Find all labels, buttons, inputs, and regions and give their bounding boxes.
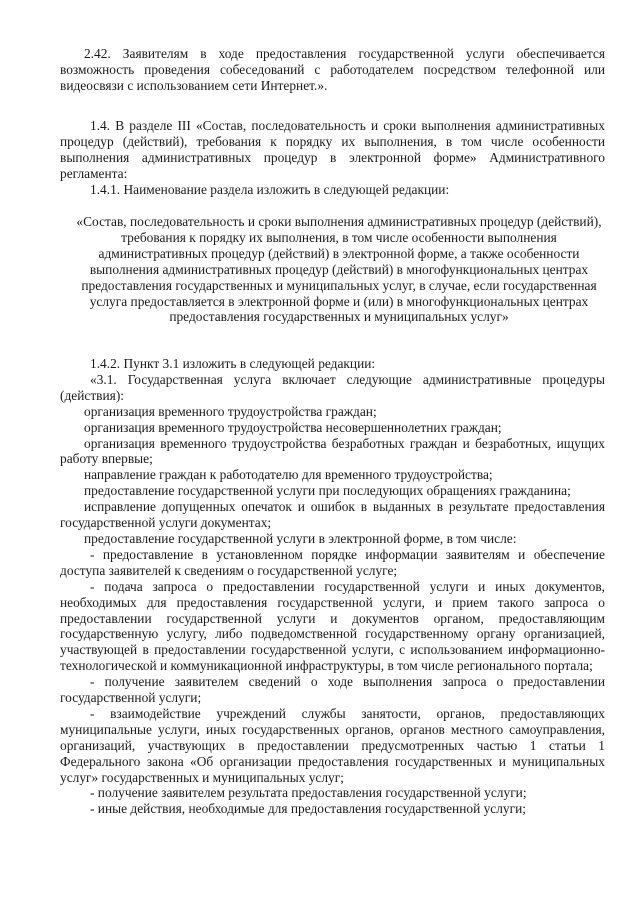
list-item: организация временного трудоустройства граждан;: [84, 403, 377, 419]
paragraph-3-1: «3.1. Государственная услуга включает следующие административные процедуры (действия):: [60, 371, 605, 403]
list-item: предоставление государственной услуги при последующих обращениях гражданина;: [84, 483, 571, 499]
list-item: предоставление государственной услуги в электронной форме, в том числе:: [84, 530, 517, 546]
block-1-4: [60, 118, 605, 198]
block-1-4-2: [60, 356, 605, 817]
sub-list-item: - подача запроса о предоставлении государственной услуги и иных документов, необходимых для предоставления государственной услуги, и прием такого запроса о предоставлении государственной услуги и документов органом, предоставляющим государственную услугу, либо подведомственной государственному органу организацией, участвующей в предоставлении государственной услуги, с использованием информационно-технологической и коммуникационной инфраструктуры, в том числе регионального портала;: [60, 578, 605, 674]
list-item: исправление допущенных опечаток и ошибок в выданных в результате предоставления государственной услуги документах;: [60, 499, 605, 531]
sub-list-item: - получение заявителем результата предоставления государственной услуги;: [90, 785, 527, 801]
list-item: организация временного трудоустройства несовершеннолетних граждан;: [84, 419, 502, 435]
paragraph-1-4: 1.4. В разделе III «Состав, последовательность и сроки выполнения административных процедур (действий), требования к порядку их выполнения, в том числе особенности выполнения административных процедур в электронной форме» Административного регламента:: [60, 118, 605, 181]
section-title: «Состав, последовательность и сроки выполнения административных процедур (действий), требования к порядку их выполнения, в том числе особенности выполнения административных процедур (действий) в электронной форме, а также особенности выполнения административных процедур (действий) в многофункциональных центрах предоставления государственных и муниципальных услуг, в случае, если государственная услуга предоставляется в электронной форме и (или) в многофункциональных центрах предоставления государственных и муниципальных услуг»: [76, 214, 602, 325]
list-item: организация временного трудоустройства безработных граждан и безработных, ищущих работу впервые;: [60, 435, 605, 467]
paragraph-1-4-2: 1.4.2. Пункт 3.1 изложить в следующей редакции:: [90, 356, 376, 371]
list-item: направление граждан к работодателю для временного трудоустройства;: [84, 467, 493, 483]
section-title-block: [74, 214, 604, 325]
sub-list-item: - иные действия, необходимые для предоставления государственной услуги;: [90, 801, 526, 817]
paragraph-1-4-1: 1.4.1. Наименование раздела изложить в следующей редакции:: [90, 181, 450, 197]
paragraph-2-42: 2.42. Заявителям в ходе предоставления государственной услуги обеспечивается возможность проведения собеседований с работодателем посредством телефонной или видеосвязи с использованием сети Интернет.».: [60, 46, 605, 93]
block-2-42: [60, 46, 605, 94]
sub-list-item: - получение заявителем сведений о ходе выполнения запроса о предоставлении государственной услуги;: [60, 674, 605, 706]
sub-list-item: - взаимодействие учреждений службы занятости, органов, предоставляющих муниципальные услуги, иных государственных органов, органов местного самоуправления, организаций, участвующих в предоставлении предусмотренных частью 1 статьи 1 Федерального закона «Об организации предоставления государственных и муниципальных услуг» государственных и муниципальных услуг;: [60, 705, 605, 785]
sub-list-item: - предоставление в установленном порядке информации заявителям и обеспечение доступа заявителей к сведениям о государственной услуге;: [60, 546, 605, 578]
